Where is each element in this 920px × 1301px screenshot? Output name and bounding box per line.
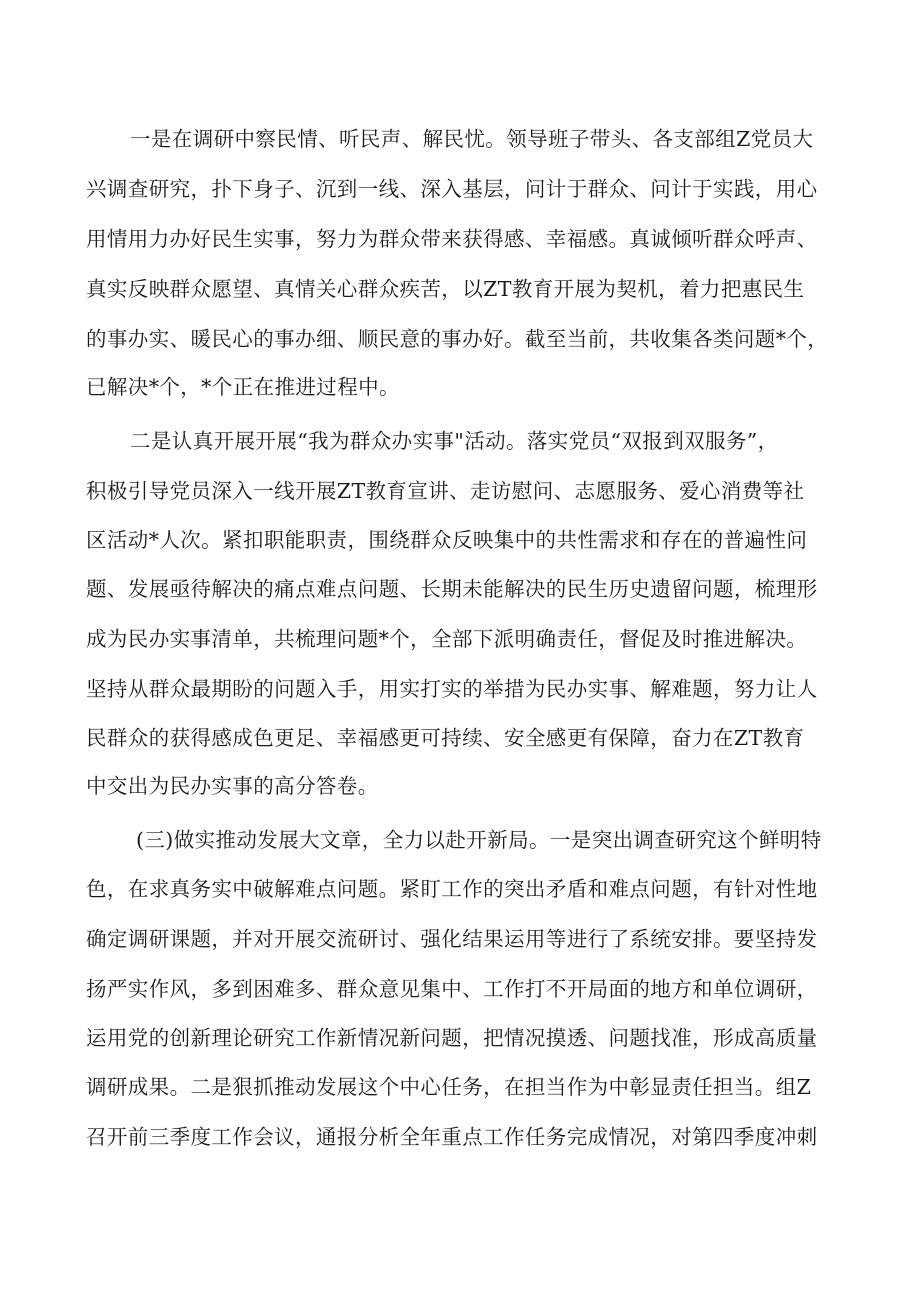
text-line: 二是认真开展开展“我为群众办实事"活动。落实党员“双报到双服务”， xyxy=(130,429,779,453)
text-line: 中交出为民办实事的高分答卷。 xyxy=(86,774,379,798)
text-line: 真实反映群众愿望、真情关心群众疾苦，以ZT教育开展为契机，着力把惠民生 xyxy=(86,277,805,301)
text-line: 成为民办实事清单，共梳理问题*个，全部下派明确责任，督促及时推进解决。 xyxy=(86,627,808,651)
text-line: (三)做实推动发展大文章，全力以赴开新局。一是突出调查研究这个鲜明特 xyxy=(136,828,822,852)
text-line: 民群众的获得感成色更足、幸福感更可持续、安全感更有保障，奋力在ZT教育 xyxy=(86,726,805,750)
text-line: 一是在调研中察民情、听民声、解民忧。领导班子带头、各支部组Z党员大 xyxy=(130,127,814,151)
text-line: 兴调查研究，扑下身子、沉到一线、深入基层，问计于群众、问计于实践，用心 xyxy=(86,177,818,201)
text-line: 调研成果。二是狠抓推动发展这个中心任务，在担当作为中彰显责任担当。组Z xyxy=(86,1075,812,1099)
text-line: 扬严实作风，多到困难多、群众意见集中、工作打不开局面的地方和单位调研， xyxy=(86,977,818,1001)
text-line: 积极引导党员深入一线开展ZT教育宣讲、走访慰问、志愿服务、爱心消费等社 xyxy=(86,479,805,503)
text-line: 已解决*个，*个正在推进过程中。 xyxy=(86,375,400,399)
text-line: 的事办实、暖民心的事办细、顺民意的事办好。截至当前，共收集各类问题*个， xyxy=(86,327,829,351)
text-line: 运用党的创新理论研究工作新情况新问题，把情况摸透、问题找准，形成高质量 xyxy=(86,1026,818,1050)
text-line: 召开前三季度工作会议，通报分析全年重点工作任务完成情况，对第四季度冲刺 xyxy=(86,1125,818,1149)
text-line: 区活动*人次。紧扣职能职责，围绕群众反映集中的共性需求和存在的普遍性问 xyxy=(86,528,808,552)
text-line: 坚持从群众最期盼的问题入手，用实打实的举措为民办实事、解难题，努力让人 xyxy=(86,677,818,701)
text-line: 确定调研课题，并对开展交流研讨、强化结果运用等进行了系统安排。要坚持发 xyxy=(86,927,818,951)
text-line: 题、发展亟待解决的痛点难点问题、长期未能解决的民生历史遗留问题，梳理形 xyxy=(86,577,818,601)
text-line: 色，在求真务实中破解难点问题。紧盯工作的突出矛盾和难点问题，有针对性地 xyxy=(86,877,818,901)
text-line: 用情用力办好民生实事，努力为群众带来获得感、幸福感。真诚倾听群众呼声、 xyxy=(86,227,818,251)
